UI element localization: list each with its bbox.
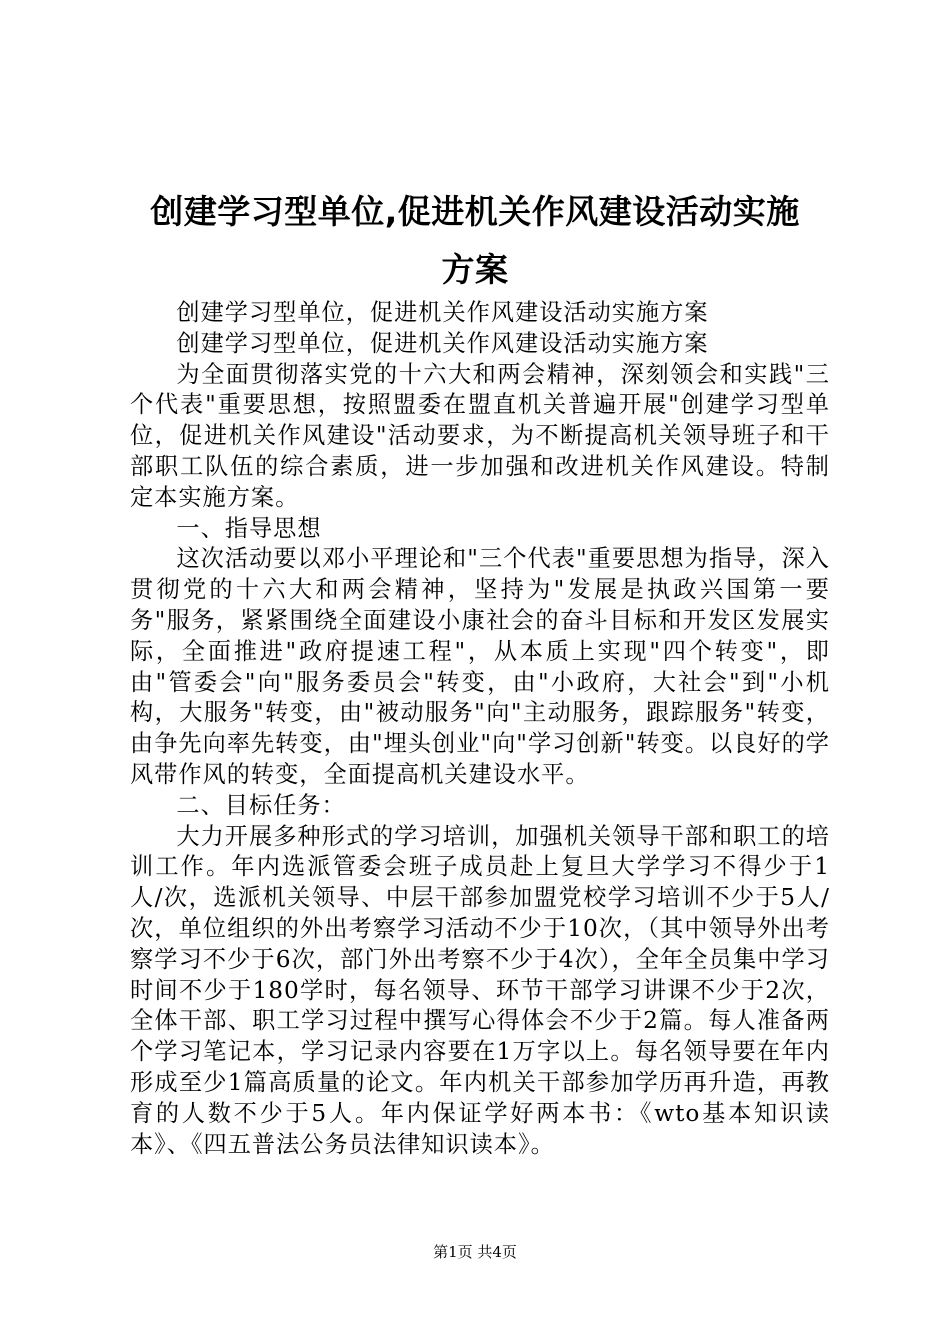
section-heading: 二、目标任务： (176, 791, 346, 819)
paragraph: 创建学习型单位，促进机关作风建设活动实施方案 (176, 329, 709, 357)
document-title (130, 183, 820, 299)
title-line-1: 创建学习型单位,促进机关作风建设活动实施 (150, 192, 800, 231)
section-heading: 一、指导思想 (176, 514, 322, 542)
title-line-2: 方案 (441, 250, 509, 289)
paragraph: 为全面贯彻落实党的十六大和两会精神，深刻领会和实践"三个代表"重要思想，按照盟委在盟直机关普遍开展"创建学习型单位，促进机关作风建设"活动要求，为不断提高机关领导班子和干部职工队伍的综合素质，进一步加强和改进机关作风建设。特制定本实施方案。 (130, 360, 830, 511)
document-body (130, 298, 830, 1160)
paragraph: 这次活动要以邓小平理论和"三个代表"重要思想为指导，深入贯彻党的十六大和两会精神，坚持为"发展是执政兴国第一要务"服务，紧紧围绕全面建设小康社会的奋斗目标和开发区发展实际，全面推进"政府提速工程"，从本质上实现"四个转变"，即由"管委会"向"服务委员会"转变，由"小政府，大社会"到"小机构，大服务"转变，由"被动服务"向"主动服务，跟踪服务"转变，由争先向率先转变，由"埋头创业"向"学习创新"转变。以良好的学风带作风的转变，全面提高机关建设水平。 (130, 545, 830, 788)
paragraph: 创建学习型单位，促进机关作风建设活动实施方案 (176, 299, 709, 326)
page-footer: 第1页 共4页 (433, 1243, 517, 1261)
paragraph: 大力开展多种形式的学习培训，加强机关领导干部和职工的培训工作。年内选派管委会班子成员赴上复旦大学学习不得少于1人/次，选派机关领导、中层干部参加盟党校学习培训不少于5人/次，单位组织的外出考察学习活动不少于10次，（其中领导外出考察学习不少于6次，部门外出考察不少于4次），全年全员集中学习时间不少于180学时，每名领导、环节干部学习讲课不少于2次，全体干部、职工学习过程中撰写心得体会不少于2篇。每人准备两个学习笔记本，学习记录内容要在1万字以上。每名领导要在年内形成至少1篇高质量的论文。年内机关干部参加学历再升造，再教育的人数不少于5人。年内保证学好两本书：《wto基本知识读本》、《四五普法公务员法律知识读本》。 (130, 822, 830, 1158)
